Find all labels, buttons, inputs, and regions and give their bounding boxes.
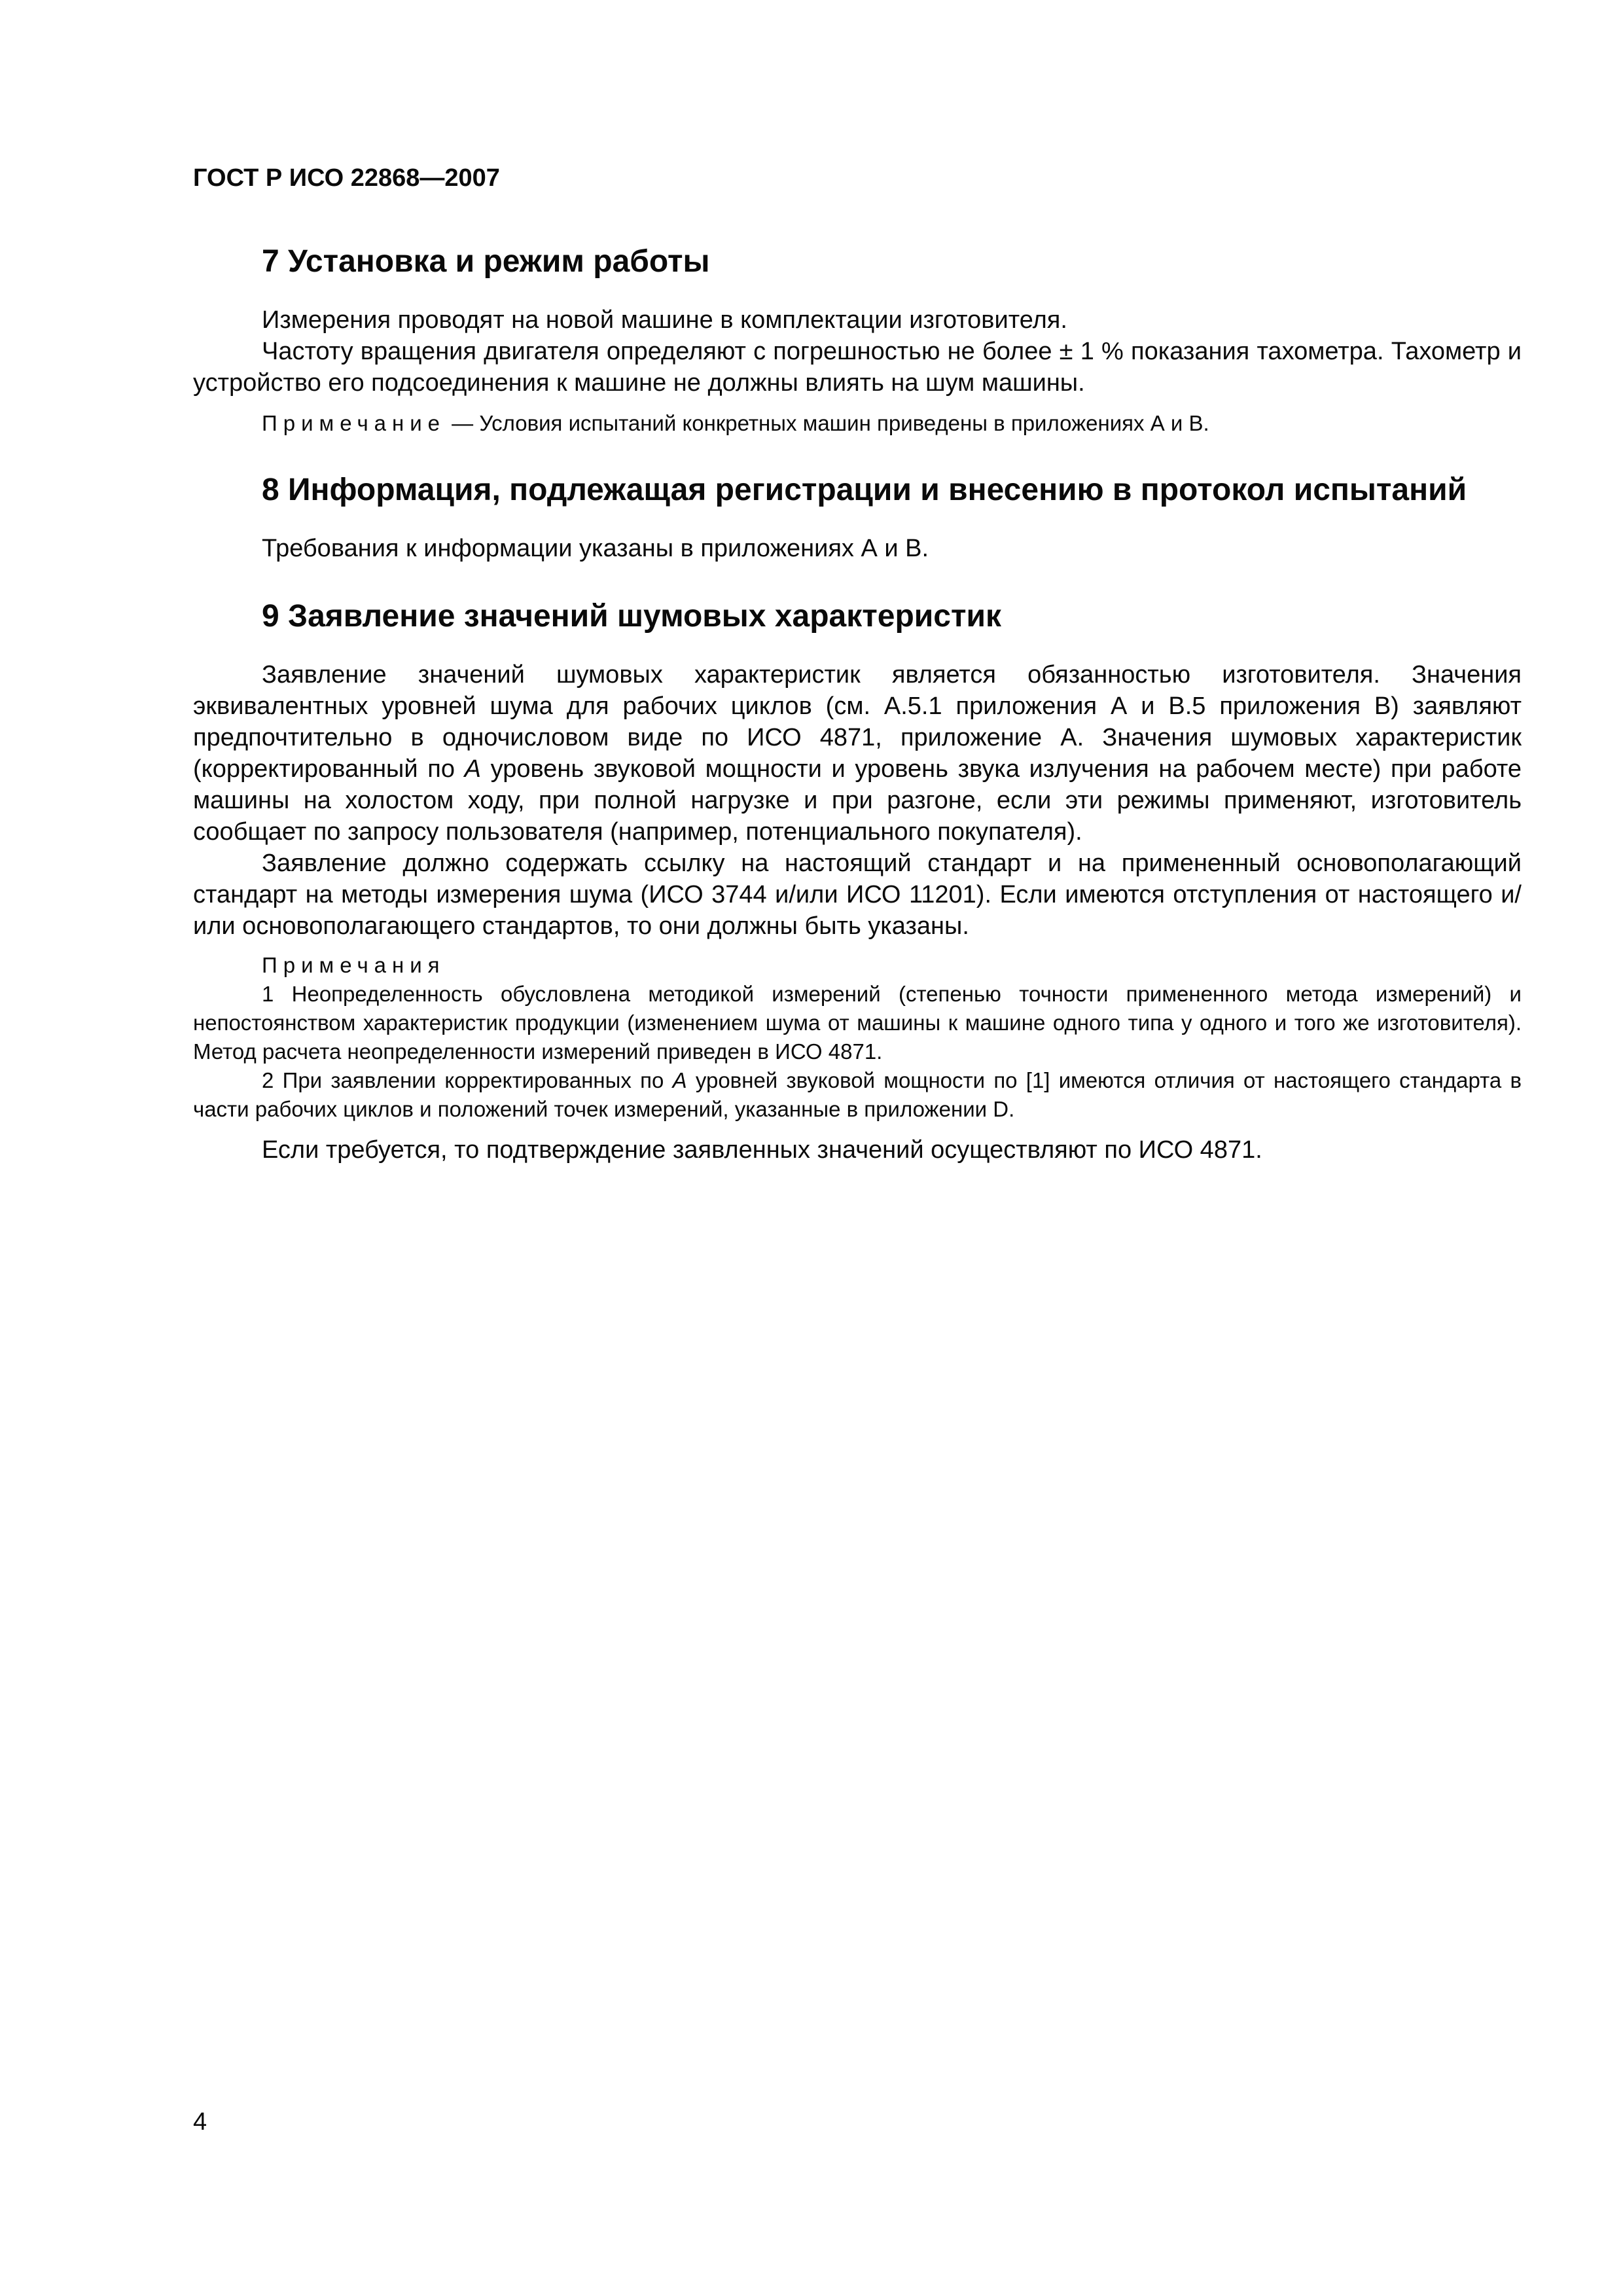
section-9-paragraph-1 — [193, 659, 1522, 848]
page-number: 4 — [193, 2108, 207, 2136]
section-9-paragraph-2: Заявление должно содержать ссылку на настоящий стандарт и на примененный основополагающий стандарт на методы измерения шума (ИСО 3744 и/или ИСО 11201). Если имеются отступления от настоящего и/или основополагающего стандартов, то они должны быть указаны. — [193, 850, 1522, 940]
section-9-note-2 — [193, 1066, 1522, 1124]
section-9-paragraph-3: Если требуется, то подтверждение заявленных значений осуществляют по ИСО 4871. — [262, 1136, 1262, 1164]
section-7-title: 7 Установка и режим работы — [262, 244, 710, 279]
section-7-paragraph-1: Измерения проводят на новой машине в комплектации изготовителя. — [262, 306, 1067, 334]
section-9-notes-label — [193, 951, 1522, 980]
italic-symbol: А — [672, 1068, 687, 1092]
note-text: — Условия испытаний конкретных машин приведены в приложениях А и В. — [446, 411, 1209, 435]
note-text: 2 При заявлении корректированных по — [262, 1068, 673, 1092]
section-9-note-1: 1 Неопределенность обусловлена методикой измерений (степенью точности примененного метода измерений) и непостоянством характеристик продукции (изменением шума от машины к машине одного типа у одного и того же изготовителя). Метод расчета неопределенности измерений приведен в ИСО 4871. — [193, 982, 1522, 1064]
notes-label: Примечания — [262, 953, 446, 977]
page-content — [193, 241, 1522, 1166]
section-9-title: 9 Заявление значений шумовых характеристик — [262, 599, 1002, 634]
note-label: Примечание — [262, 411, 446, 435]
document-header: ГОСТ Р ИСО 22868—2007 — [193, 164, 500, 192]
section-8-title: 8 Информация, подлежащая регистрации и внесению в протокол испытаний — [262, 473, 1467, 507]
paragraph-text: Заявление значений шумовых характеристик является обязанностью изготовителя. Значения эквивалентных уровней шума для рабочих циклов (см. А.5.1 приложения А и В.5 приложения В) заявляют предпочтительно в одночисловом виде по ИСО 4871, приложение А. Значения шумовых характеристик (корректированный по — [193, 661, 1522, 783]
section-7-paragraph-2: Частоту вращения двигателя определяют с погрешностью не более ± 1 % показания тахометра. Тахометр и устройство его подсоединения к машине не должны влиять на шум машины. — [193, 338, 1522, 397]
section-8-paragraph-1: Требования к информации указаны в приложениях А и В. — [262, 535, 929, 562]
note-text: уровней звуковой мощности по [1] имеются отличия от настоящего стандарта в части рабочих циклов и положений точек измерений, указанные в приложении D. — [193, 1068, 1522, 1121]
italic-symbol: А — [464, 755, 481, 783]
section-7-note — [193, 409, 1522, 438]
paragraph-text: уровень звуковой мощности и уровень звука излучения на рабочем месте) при работе машины на холостом ходу, при полной нагрузке и при разгоне, если эти режимы применяют, изготовитель сообщает по запросу пользователя (например, потенциального покупателя). — [193, 755, 1522, 846]
